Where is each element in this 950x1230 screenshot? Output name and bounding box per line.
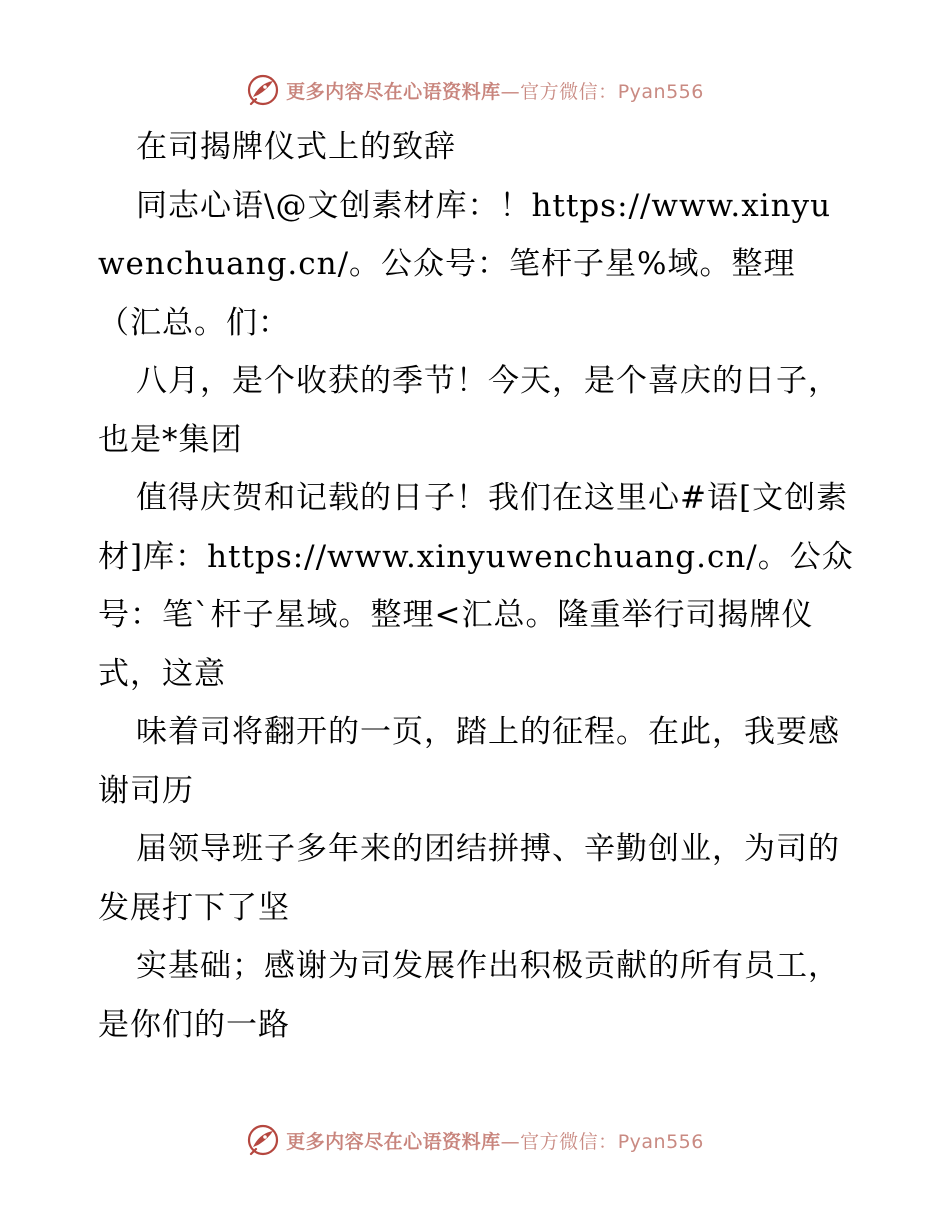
header-banner-inner — [246, 73, 704, 107]
footer-banner — [0, 1120, 950, 1160]
pen-nib-logo-icon — [246, 1123, 280, 1157]
paragraph-2: 八月，是个收获的季节！今天，是个喜庆的日子，也是*集团 — [98, 363, 840, 458]
document-body — [98, 118, 858, 1054]
header-wechat-id: Pyan556 — [617, 80, 704, 103]
footer-site-text: 更多内容尽在心语资料库 — [286, 1130, 501, 1153]
header-banner — [0, 70, 950, 110]
header-site-text: 更多内容尽在心语资料库 — [286, 80, 501, 103]
document-title: 在司揭牌仪式上的致辞 — [136, 129, 456, 165]
paragraph-1: 同志心语\@文创素材库：！https://www.xinyuwenchuang.cn/。公众号：笔杆子星%域。整理（汇总。们： — [98, 187, 832, 341]
header-banner-text — [286, 77, 704, 104]
paragraph-5: 届领导班子多年来的团结拼搏、辛勤创业，为司的发展打下了坚 — [98, 831, 840, 926]
paragraph-4: 味着司将翻开的一页，踏上的征程。在此，我要感谢司历 — [98, 714, 840, 809]
footer-banner-text — [286, 1127, 704, 1154]
header-wechat-label: 官方微信： — [520, 80, 618, 103]
footer-wechat-id: Pyan556 — [617, 1130, 704, 1153]
header-dash: — — [500, 80, 521, 103]
paragraph-3: 值得庆贺和记载的日子！我们在这里心#语[文创素材]库：https://www.xinyuwenchuang.cn/。公众号：笔`杆子星域。整理<汇总。隆重举行司揭牌仪式，这意 — [98, 480, 854, 692]
pen-nib-logo-icon — [246, 73, 280, 107]
paragraph-6: 实基础；感谢为司发展作出积极贡献的所有员工，是你们的一路 — [98, 948, 840, 1043]
footer-banner-inner — [246, 1123, 704, 1157]
footer-dash: — — [500, 1130, 521, 1153]
footer-wechat-label: 官方微信： — [520, 1130, 618, 1153]
